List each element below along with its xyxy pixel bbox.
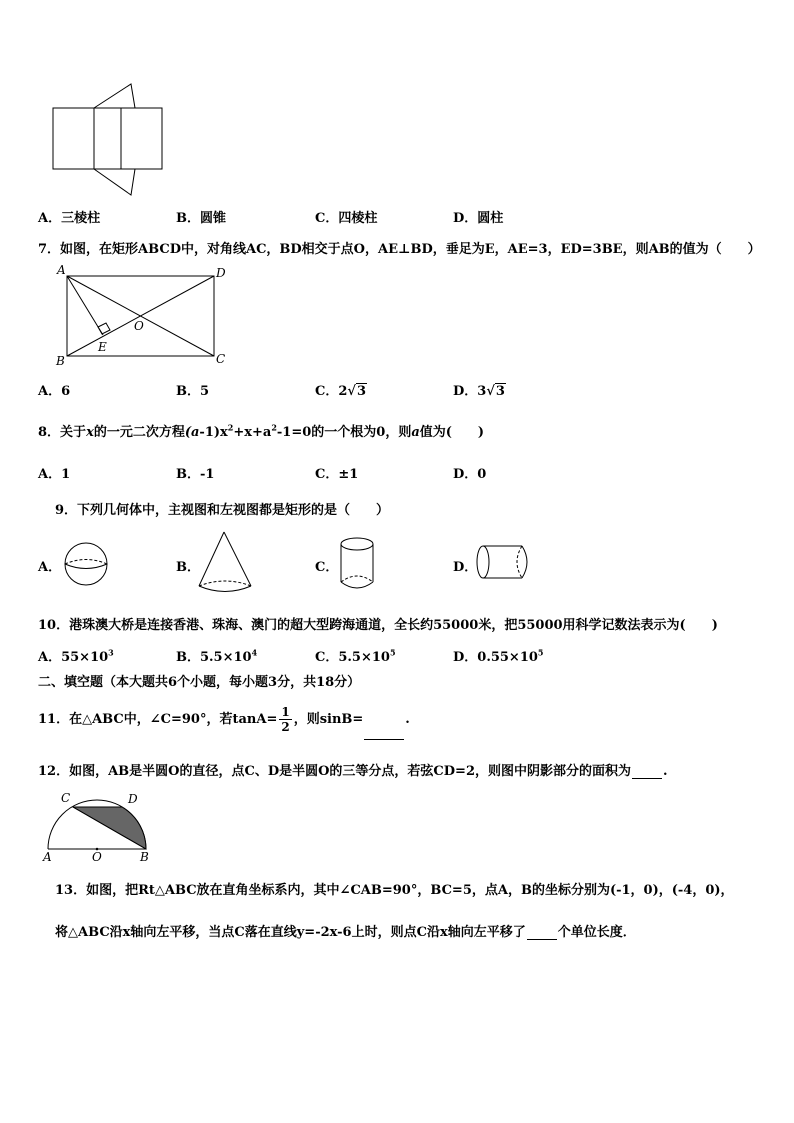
q7-text: 如图，在矩形ABCD中，对角线AC，BD相交于点O，AE⊥BD，垂足为E，AE=3，ED=3BE，则AB的值为（ ） — [60, 242, 761, 257]
q7-option-d: D．3√3 — [453, 384, 505, 399]
cone-icon — [196, 530, 256, 598]
q9-option-d: D． — [453, 560, 478, 575]
fraction: $\frac{1}{2}$ — [281, 705, 290, 734]
q8-question: 8．关于x的一元二次方程$(a-1)x^2+x+a^2-1=0$的一个根为0，则a值为( ) — [38, 422, 485, 440]
sphere-icon — [62, 540, 112, 590]
q7-rectangle-figure — [55, 263, 235, 367]
q7-label-c: C — [216, 352, 226, 366]
q10-option-c: C．$5.5\times 10^5$ — [315, 647, 396, 665]
q11-question: 11．在△ABC中，∠C=90°，若tanA= $\frac{1}{2}$ ，则sinB= . — [38, 700, 410, 740]
q10-option-a: A．$55\times 10^3$ — [38, 647, 114, 665]
cylinder-upright-icon — [338, 536, 378, 592]
q9-option-c: C． — [315, 560, 339, 575]
q7-label-b: B — [56, 354, 65, 368]
q12-label-b: B — [140, 850, 149, 864]
q10-question: 10．港珠澳大桥是连接香港、珠海、澳门的超大型跨海通道，全长约55000米，把55000用科学记数法表示为( ) — [38, 618, 718, 633]
section-heading: 二、填空题（本大题共6个小题，每小题3分，共18分） — [38, 675, 361, 690]
q7-label-d: D — [216, 266, 226, 280]
q13-line2: 将△ABC沿x轴向左平移，当点C落在直线y=-2x-6上时，则点C沿x轴向左平移了 个单位长度． — [55, 925, 636, 940]
q12-label-c: C — [61, 791, 71, 805]
q7-label-a: A — [57, 263, 66, 277]
q10-option-d: D．$0.55\times 10^5$ — [453, 647, 544, 665]
q9-option-b: B． — [176, 560, 200, 575]
q6-net-figure — [50, 82, 166, 198]
q8-option-c: C．±1 — [315, 467, 359, 482]
q9-question: 9．下列几何体中，主视图和左视图都是矩形的是（ ） — [55, 503, 390, 518]
q12-label-a: A — [43, 850, 52, 864]
q13-line1: 13．如图，把Rt△ABC放在直角坐标系内，其中∠CAB=90°，BC=5，点A，B的坐标分别为(-1，0)，(-4，0)， — [55, 883, 734, 898]
q12-label-d: D — [128, 792, 138, 806]
answer-blank[interactable] — [632, 766, 662, 779]
q6-option-a: A．三棱柱 — [38, 211, 101, 226]
q7-option-b: B．5 — [176, 384, 210, 399]
q7-option-c: C．2√3 — [315, 384, 366, 399]
q8-option-d: D．0 — [453, 467, 487, 482]
answer-blank[interactable] — [364, 727, 404, 740]
q9-option-a: A． — [38, 560, 62, 575]
q7-label-o: O — [134, 319, 144, 333]
q12-label-o: O — [92, 850, 102, 864]
q7-number: 7． — [38, 242, 61, 257]
q10-option-b: B．$5.5\times 10^4$ — [176, 647, 258, 665]
sqrt-symbol: √3 — [486, 384, 505, 399]
q6-option-c: C．四棱柱 — [315, 211, 378, 226]
cylinder-horizontal-icon — [474, 544, 534, 584]
q7-question — [38, 238, 761, 257]
q8-option-a: A．1 — [38, 467, 71, 482]
answer-blank[interactable] — [527, 927, 557, 940]
q7-label-e: E — [98, 340, 107, 354]
q12-question: 12．如图，AB是半圆O的直径，点C、D是半圆O的三等分点，若弦CD=2，则图中阴影部分的面积为 . — [38, 764, 668, 779]
q7-option-a: A．6 — [38, 384, 71, 399]
q6-option-b: B．圆锥 — [176, 211, 226, 226]
q12-semicircle-figure — [40, 788, 160, 864]
sqrt-symbol: √3 — [347, 384, 366, 399]
q6-option-d: D．圆柱 — [453, 211, 504, 226]
q8-option-b: B．-1 — [176, 467, 215, 482]
